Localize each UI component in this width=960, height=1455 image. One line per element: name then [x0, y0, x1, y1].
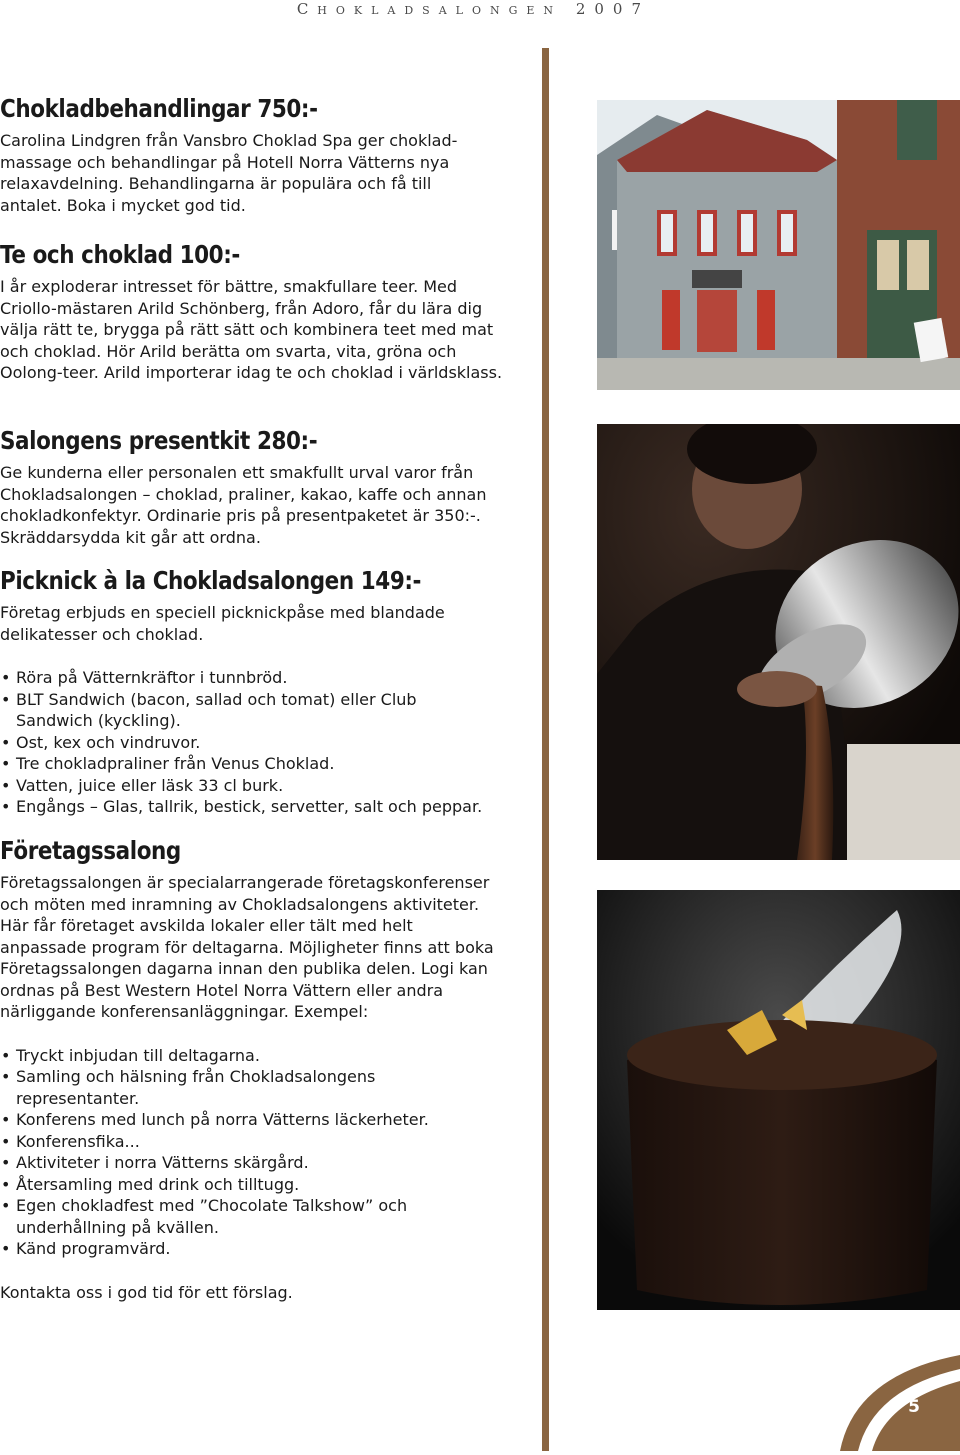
page-number: 5 [908, 1397, 920, 1417]
section-presentkit [0, 424, 530, 548]
page-corner-ornament [840, 1355, 960, 1451]
list-item: • Känd programvärd. [0, 1238, 530, 1260]
section-chokladbehandlingar [0, 92, 530, 216]
list-item: • Aktiviteter i norra Vätterns skärgård. [0, 1152, 530, 1174]
list-item: • Egen chokladfest med ”Chocolate Talkshow” och underhållning på kvällen. [0, 1195, 496, 1238]
section-te-och-choklad [0, 238, 530, 384]
list-item: • Vatten, juice eller läsk 33 cl burk. [0, 775, 530, 797]
list-item: • Återsamling med drink och tilltugg. [0, 1174, 530, 1196]
foretag-list [0, 1045, 530, 1260]
list-item: • Tryckt inbjudan till deltagarna. [0, 1045, 530, 1067]
section-title: Salongens presentkit 280:- [0, 426, 318, 455]
section-body: I år exploderar intresset för bättre, smakfullare teer. Med Criollo-mästaren Arild Schönberg, från Adoro, får du lära dig välja rätt te, brygga på rätt sätt och kombinera teet med mat och choklad. Hör Arild berätta om svarta, vita, gröna och Oolong-teer. Arild importerar idag te och choklad i världsklass. [0, 277, 503, 382]
section-body: Carolina Lindgren från Vansbro Choklad Spa ger choklad-massage och behandlingar på Hotell Norra Vätterns nya relaxavdelning. Behandlingarna är populära och få till antalet. Boka i mycket god tid. [0, 131, 458, 215]
list-item: • Ost, kex och vindruvor. [0, 732, 530, 754]
list-item: • Konferens med lunch på norra Vätterns läckerheter. [0, 1109, 530, 1131]
list-item: • Konferensfika... [0, 1131, 530, 1153]
chocolate-pouring-photo [597, 424, 960, 860]
section-foretagssalong [0, 834, 530, 1303]
list-item: • BLT Sandwich (bacon, sallad och tomat) eller Club Sandwich (kyckling). [0, 689, 446, 732]
section-title: Te och choklad 100:- [0, 240, 240, 269]
section-body: Företag erbjuds en speciell picknickpåse med blandade delikatesser och choklad. [0, 603, 445, 644]
list-item: • Tre chokladpraliner från Venus Choklad. [0, 753, 530, 775]
section-body: Företagssalongen är specialarrangerade företagskonferenser och möten med inramning av Chokladsalongens aktiviteter. Här får företaget avskilda lokaler eller tält med helt anpassade program för deltagarna. Möjligheter finns att boka Företagssalongen dagarna innan den publika delen. Logi kan ordnas på Best Western Hotel Norra Vättern eller andra närliggande konferensanläggningar. Exempel: [0, 873, 494, 1021]
section-picknick [0, 564, 530, 818]
list-item: • Samling och hälsning från Chokladsalongens representanter. [0, 1066, 416, 1109]
street-photo [597, 100, 960, 390]
list-item: • Röra på Vätternkräftor i tunnbröd. [0, 667, 530, 689]
section-title: Företagssalong [0, 836, 181, 865]
list-item: • Engångs – Glas, tallrik, bestick, servetter, salt och peppar. [0, 796, 530, 818]
section-title: Picknick à la Chokladsalongen 149:- [0, 566, 422, 595]
running-header: Chokladsalongen 2007 [296, 0, 650, 18]
picknick-list [0, 667, 530, 818]
vertical-divider-bar [542, 48, 549, 1451]
section-title: Chokladbehandlingar 750:- [0, 94, 318, 123]
praline-photo [597, 890, 960, 1310]
section-body: Ge kunderna eller personalen ett smakfullt urval varor från Chokladsalongen – choklad, praliner, kakao, kaffe och annan chokladkonfektyr. Ordinarie pris på presentpaketet är 350:-. Skräddarsydda kit går att ordna. [0, 463, 487, 547]
closing-text: Kontakta oss i god tid för ett förslag. [0, 1282, 293, 1302]
